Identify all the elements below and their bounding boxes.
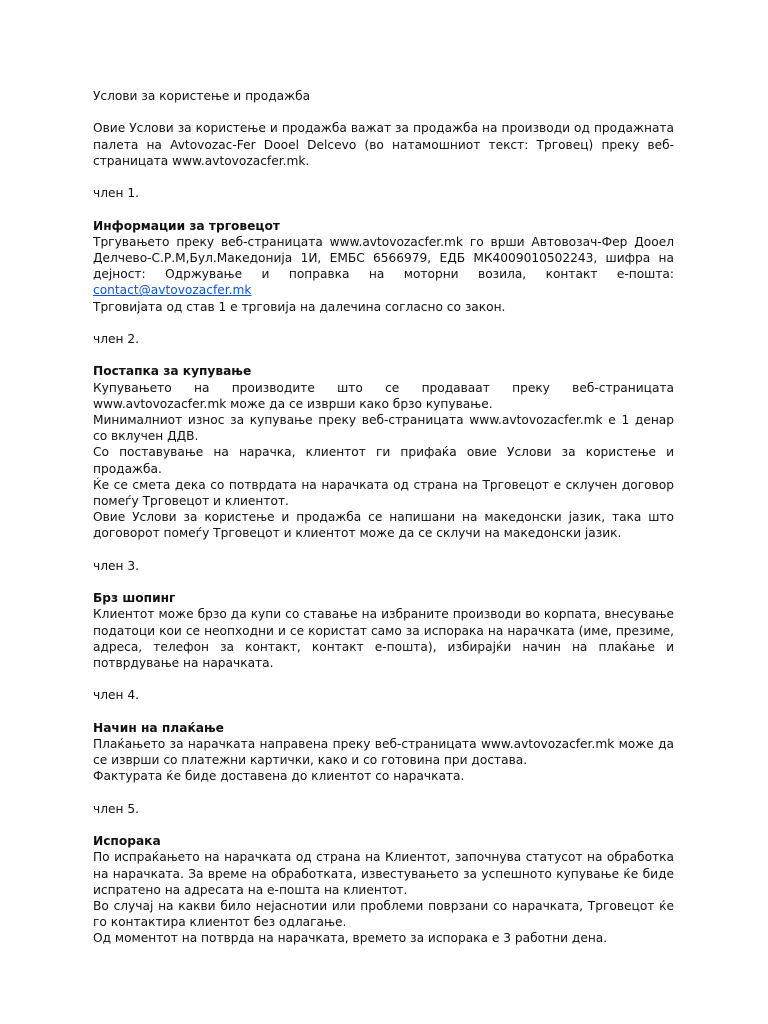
spacer	[93, 169, 674, 185]
contact-email-link[interactable]: contact@avtovozacfer.mk	[93, 283, 252, 298]
spacer	[93, 315, 674, 331]
section-heading: Информации за трговецот	[93, 218, 280, 233]
article-number: член 4.	[93, 688, 139, 703]
article-number: член 5.	[93, 801, 139, 816]
section-paragraph: Фактурата ќе биде доставена до клиентот со нарачката.	[93, 769, 465, 784]
section-paragraph: Со поставување на нарачка, клиентот ги прифаќа овие Услови за користење и продажба.	[93, 445, 674, 476]
section-heading: Брз шопинг	[93, 591, 176, 606]
section-paragraph: Во случај на какви било нејаснотии или проблеми поврзани со нарачката, Трговецот ќе го контактира клиентот без одлагање.	[93, 898, 674, 930]
section-paragraph: Минималниот износ за купување преку веб-страницата www.avtovozacfer.mk е 1 денар со вклучен ДДВ.	[93, 412, 674, 444]
section-paragraph: Овие Услови за користење и продажба се напишани на македонски јазик, така што договорот помеѓу Трговецот и клиентот може да се склучи на македонски јазик.	[93, 510, 674, 541]
article-number: член 1.	[93, 186, 139, 201]
spacer	[93, 542, 674, 558]
intro-paragraph: Овие Услови за користење и продажба важат за продажба на производи од продажната палета на Avtovozac-Fer Dooel Delcevo (во натамошниот текст: Трговец) преку веб-страницата www.avtovozacfer.mk.	[93, 121, 674, 168]
spacer	[93, 704, 674, 720]
section-heading: Начин на плаќање	[93, 720, 224, 735]
section-heading: Постапка за купување	[93, 364, 252, 379]
spacer	[93, 817, 674, 833]
section-paragraph: Од моментот на потврда на нарачката, времето за испорака е 3 работни дена.	[93, 931, 608, 946]
spacer	[93, 574, 674, 590]
article-number: член 3.	[93, 558, 139, 573]
section-heading: Испорака	[93, 834, 161, 849]
article-number: член 2.	[93, 331, 139, 346]
paragraph-text: Тргувањето преку веб-страницата www.avtovozacfer.mk го врши Автовозач-Фер Дооел Делчево-С.Р.М,Бул.Македонија 1И, ЕМБС 6566979, ЕДБ МК4009010502243, шифра на дејност: Одржување и поправка на моторни возила, контакт е-пошта:	[93, 234, 674, 282]
section-paragraph: Трговијата од став 1 е трговија на далечина согласно со закон.	[93, 299, 506, 314]
section-paragraph	[93, 234, 674, 299]
section-paragraph: Клиентот може брзо да купи со ставање на избраните производи во корпата, внесување податоци кои се неопходни и се користат само за испорака на нарачката (име, презиме, адреса, телефон за контакт, контакт е-пошта), избирајќи начин на плаќање и потврдување на нарачката.	[93, 607, 674, 670]
section-paragraph: По испраќањето на нарачката од страна на Клиентот, започнува статусот на обработка на нарачката. За време на обработката, известувањето за успешното купување ќе биде испратено на адресата на е-пошта на клиентот.	[93, 850, 674, 897]
spacer	[93, 785, 674, 801]
document-page	[93, 88, 674, 947]
spacer	[93, 347, 674, 363]
section-paragraph: Купувањето на производите што се продаваат преку веб-страницата www.avtovozacfer.mk може да се изврши како брзо купување.	[93, 380, 674, 411]
section-paragraph: Плаќањето за нарачката направена преку веб-страницата www.avtovozacfer.mk може да се изврши со платежни картички, како и со готовина при достава.	[93, 736, 674, 768]
section-paragraph: Ќе се смета дека со потврдата на нарачката од страна на Трговецот е склучен договор помеѓу Трговецот и клиентот.	[93, 477, 674, 508]
spacer	[93, 671, 674, 687]
spacer	[93, 201, 674, 217]
document-title: Услови за користење и продажба	[93, 89, 311, 103]
